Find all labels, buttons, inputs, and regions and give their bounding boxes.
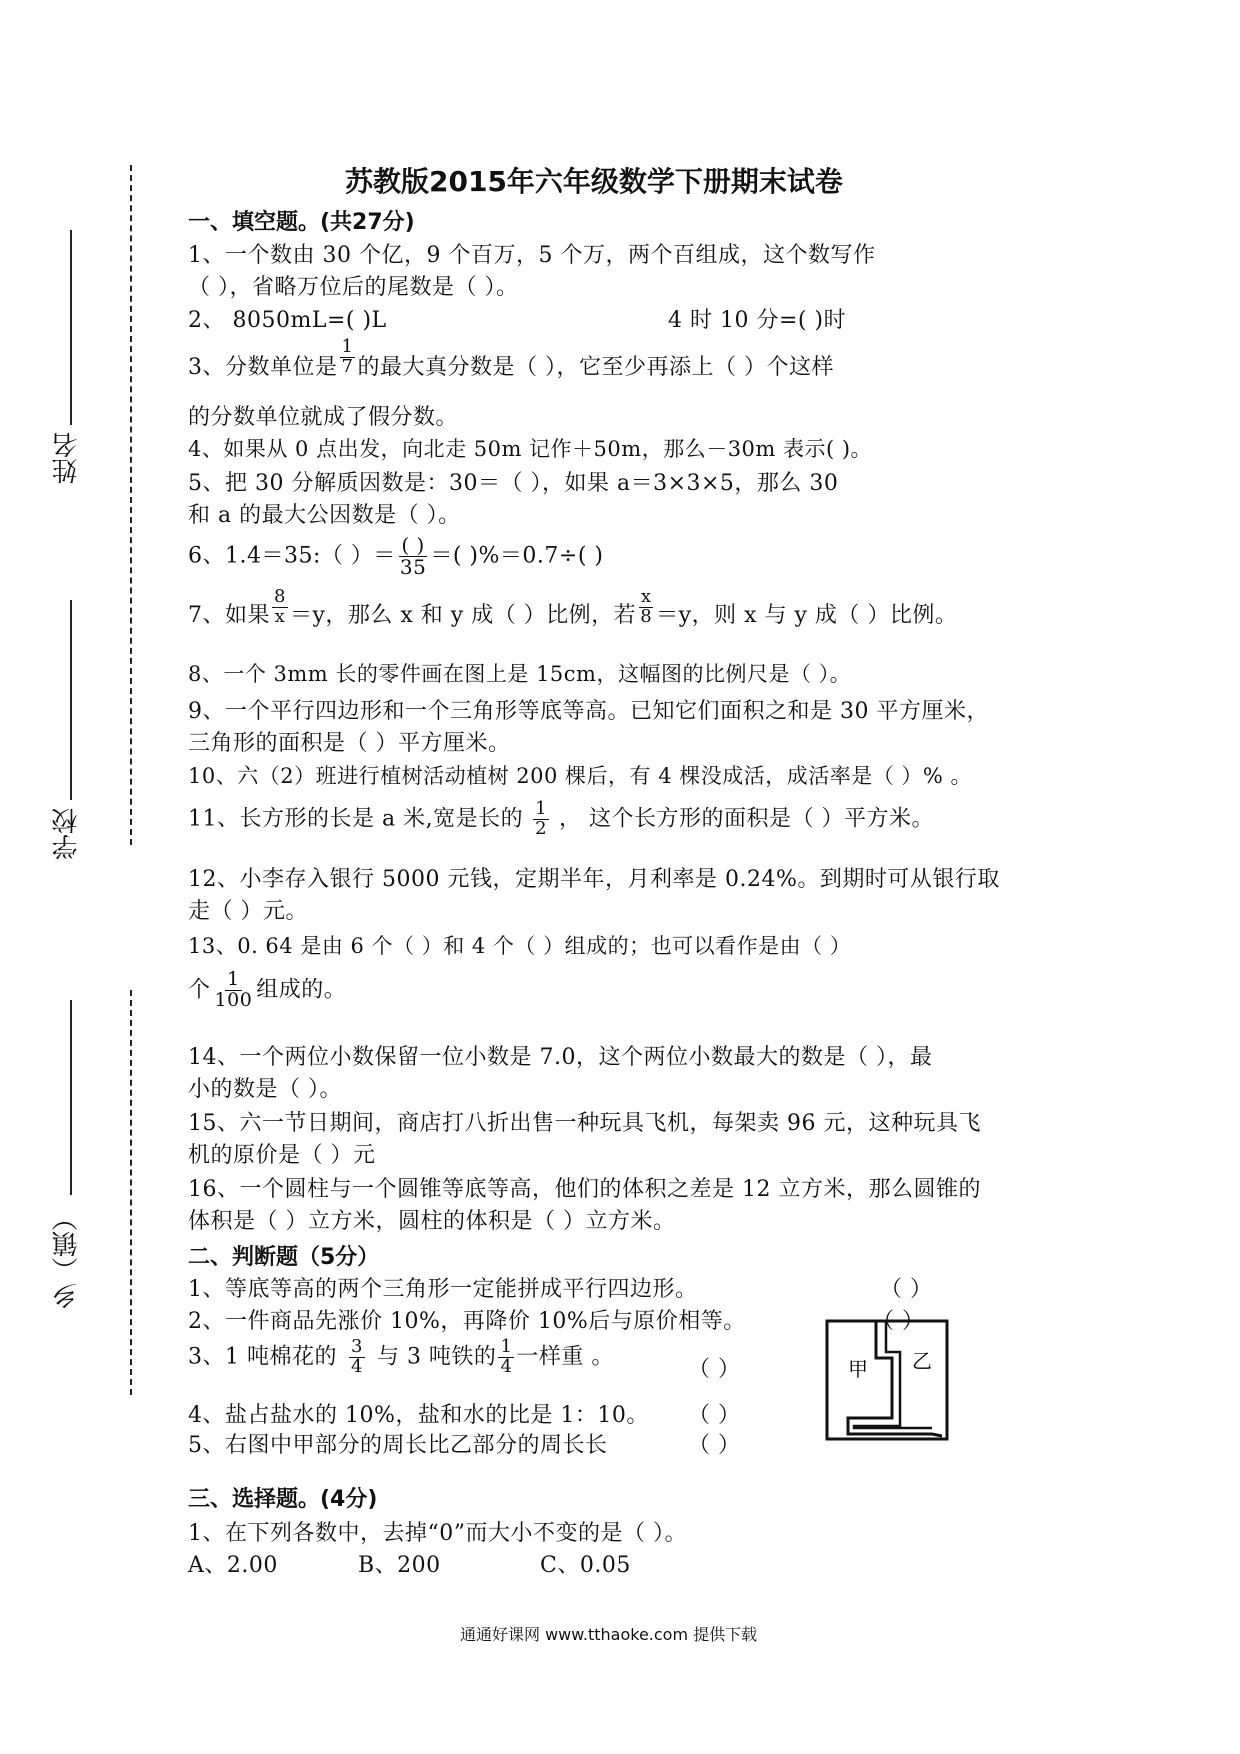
q13-fraction bbox=[213, 970, 255, 1011]
town-label: 乡（镇） bbox=[52, 1205, 82, 1309]
q13-line1: 13、0. 64 是由 6 个（ ）和 4 个（ ）组成的；也可以看作是由（ ） bbox=[188, 934, 852, 958]
q5-line2: 和 a 的最大公因数是（ ）。 bbox=[188, 503, 461, 528]
q9-line2: 三角形的面积是（ ）平方厘米。 bbox=[188, 731, 511, 756]
jia-yi-figure bbox=[824, 1318, 952, 1444]
judge-3-text-post: 一样重 。 bbox=[516, 1344, 614, 1370]
q16-line1: 16、一个圆柱与一个圆锥等底等高，他们的体积之差是 12 立方米，那么圆锥的 bbox=[188, 1177, 981, 1202]
choice-1: 1、在下列各数中，去掉“0”而大小不变的是（ ）。 bbox=[188, 1521, 687, 1546]
q2-part2: 4 时 10 分=( )时 bbox=[668, 308, 847, 333]
choice-1-option-c: C、0.05 bbox=[540, 1553, 631, 1578]
choice-1-option-b: B、200 bbox=[358, 1553, 441, 1578]
judge-3-frac1-num: 3 bbox=[351, 1336, 363, 1357]
q13-line2 bbox=[188, 970, 346, 1011]
judge-2: 2、一件商品先涨价 10%，再降价 10%后与原价相等。 bbox=[188, 1309, 746, 1334]
judge-3-text-mid: 与 3 吨铁的 bbox=[376, 1344, 497, 1370]
q11-frac-den: 2 bbox=[535, 817, 548, 839]
q7-text-mid: ＝y，那么 x 和 y 成（ ）比例，若 bbox=[289, 603, 637, 628]
q6-frac-den: 35 bbox=[399, 555, 427, 579]
q12-line1: 12、小李存入银行 5000 元钱，定期半年，月利率是 0.24%。到期时可从银行取 bbox=[188, 867, 1000, 892]
q7-frac2-den: 8 bbox=[640, 605, 653, 627]
q14-line1: 14、一个两位小数保留一位小数是 7.0，这个两位小数最大的数是（ ），最 bbox=[188, 1045, 933, 1070]
judge-3-text-pre: 3、1 吨棉花的 bbox=[188, 1344, 337, 1370]
q7-text-pre: 7、如果 bbox=[188, 603, 270, 628]
binding-dashed-line-2 bbox=[130, 990, 132, 1395]
q7 bbox=[188, 585, 958, 629]
q16-line2: 体积是（ ）立方米，圆柱的体积是（ ）立方米。 bbox=[188, 1209, 676, 1234]
q11-frac-num: 1 bbox=[535, 798, 548, 819]
judge-4: 4、盐占盐水的 10%，盐和水的比是 1：10。 bbox=[188, 1403, 649, 1428]
name-underline bbox=[70, 230, 72, 425]
q3-fraction bbox=[340, 335, 356, 377]
judge-4-answer: （ ） bbox=[688, 1403, 741, 1428]
q6-fraction bbox=[398, 535, 428, 578]
section3-heading: 三、选择题。(4分) bbox=[188, 1487, 378, 1512]
judge-1-answer: （ ） bbox=[880, 1277, 933, 1302]
q7-frac1-den: x bbox=[274, 605, 286, 627]
q15-line2: 机的原价是（ ）元 bbox=[188, 1143, 376, 1168]
q10: 10、六（2）班进行植树活动植树 200 棵后，有 4 棵没成活，成活率是（ ）% 。 bbox=[188, 764, 973, 788]
q13-text-post: 组成的。 bbox=[256, 977, 347, 1003]
q7-text-post: ＝y，则 x 与 y 成（ ）比例。 bbox=[656, 603, 958, 628]
judge-3 bbox=[188, 1338, 614, 1377]
q6-text-post: ＝( )%＝0.7÷( ) bbox=[430, 543, 604, 569]
q7-frac2-num: x bbox=[640, 585, 652, 607]
judge-3-answer: （ ） bbox=[688, 1357, 741, 1382]
q4: 4、如果从 0 点出发，向北走 50m 记作＋50m，那么－30m 表示( )。 bbox=[188, 437, 873, 461]
figure-label-yi: 乙 bbox=[912, 1349, 932, 1373]
q13-frac-num: 1 bbox=[227, 968, 240, 990]
page-title: 苏教版2015年六年级数学下册期末试卷 bbox=[345, 165, 843, 198]
figure-label-jia: 甲 bbox=[848, 1357, 868, 1381]
q13-frac-den: 100 bbox=[214, 988, 253, 1011]
q3-line1 bbox=[188, 335, 834, 381]
q6-frac-num: ( ) bbox=[401, 533, 425, 557]
school-underline bbox=[70, 600, 72, 800]
judge-5-answer: （ ） bbox=[688, 1433, 741, 1458]
section2-heading: 二、判断题（5分） bbox=[188, 1245, 380, 1270]
q7-fraction-1 bbox=[272, 585, 288, 627]
q14-line2: 小的数是（ ）。 bbox=[188, 1077, 342, 1102]
q3-frac-den: 7 bbox=[341, 355, 354, 377]
q15-line1: 15、六一节日期间，商店打八折出售一种玩具飞机，每架卖 96 元，这种玩具飞 bbox=[188, 1111, 981, 1136]
q6 bbox=[188, 535, 604, 578]
q11-text-pre: 11、长方形的长是 a 米,宽是长的 bbox=[188, 806, 524, 832]
q13-text-pre: 个 bbox=[188, 977, 211, 1003]
q6-text-pre: 6、1.4＝35:（ ）＝ bbox=[188, 543, 396, 569]
q3-line2: 的分数单位就成了假分数。 bbox=[188, 405, 459, 430]
judge-2-answer: （ ） bbox=[872, 1309, 925, 1334]
judge-3-frac1-den: 4 bbox=[351, 1355, 363, 1377]
q1-line1: 1、一个数由 30 个亿，9 个百万，5 个万，两个百组成，这个数写作 bbox=[188, 243, 876, 268]
q11 bbox=[188, 800, 934, 839]
q11-text-post: ， 这个长方形的面积是（ ）平方米。 bbox=[559, 806, 935, 832]
section1-heading: 一、填空题。(共27分) bbox=[188, 210, 415, 235]
q2-part1: 2、 8050mL=( )L bbox=[188, 308, 387, 333]
judge-5: 5、右图中甲部分的周长比乙部分的周长长 bbox=[188, 1433, 608, 1458]
q5-line1: 5、把 30 分解质因数是：30＝（ ），如果 a＝3×3×5，那么 30 bbox=[188, 471, 839, 496]
q8: 8、一个 3mm 长的零件画在图上是 15cm，这幅图的比例尺是（ ）。 bbox=[188, 662, 852, 686]
q1-line2: （ ），省略万位后的尾数是（ ）。 bbox=[188, 275, 519, 300]
judge-3-fraction-2 bbox=[498, 1338, 514, 1377]
choice-1-option-a: A、2.00 bbox=[188, 1553, 278, 1578]
judge-1: 1、等底等高的两个三角形一定能拼成平行四边形。 bbox=[188, 1277, 698, 1302]
binding-dashed-line-1 bbox=[130, 165, 132, 845]
q3-text-post: 的最大真分数是（ ），它至少再添上（ ）个这样 bbox=[357, 355, 834, 380]
q9-line1: 9、一个平行四边形和一个三角形等底等高。已知它们面积之和是 30 平方厘米， bbox=[188, 699, 989, 724]
q7-fraction-2 bbox=[638, 585, 654, 627]
q12-line2: 走（ ）元。 bbox=[188, 899, 308, 924]
town-underline bbox=[70, 1000, 72, 1195]
judge-3-frac2-den: 4 bbox=[500, 1355, 513, 1377]
judge-3-fraction-1 bbox=[349, 1338, 365, 1377]
name-label: 姓名 bbox=[52, 432, 82, 484]
footer-source: 通通好课网 www.tthaoke.com 提供下载 bbox=[460, 1625, 758, 1644]
judge-3-frac2-num: 1 bbox=[500, 1336, 513, 1357]
q11-fraction bbox=[533, 800, 549, 839]
q7-frac1-num: 8 bbox=[274, 585, 286, 607]
school-label: 学校 bbox=[52, 808, 82, 860]
q3-text-pre: 3、分数单位是 bbox=[188, 355, 338, 380]
q3-frac-num: 1 bbox=[341, 335, 354, 357]
